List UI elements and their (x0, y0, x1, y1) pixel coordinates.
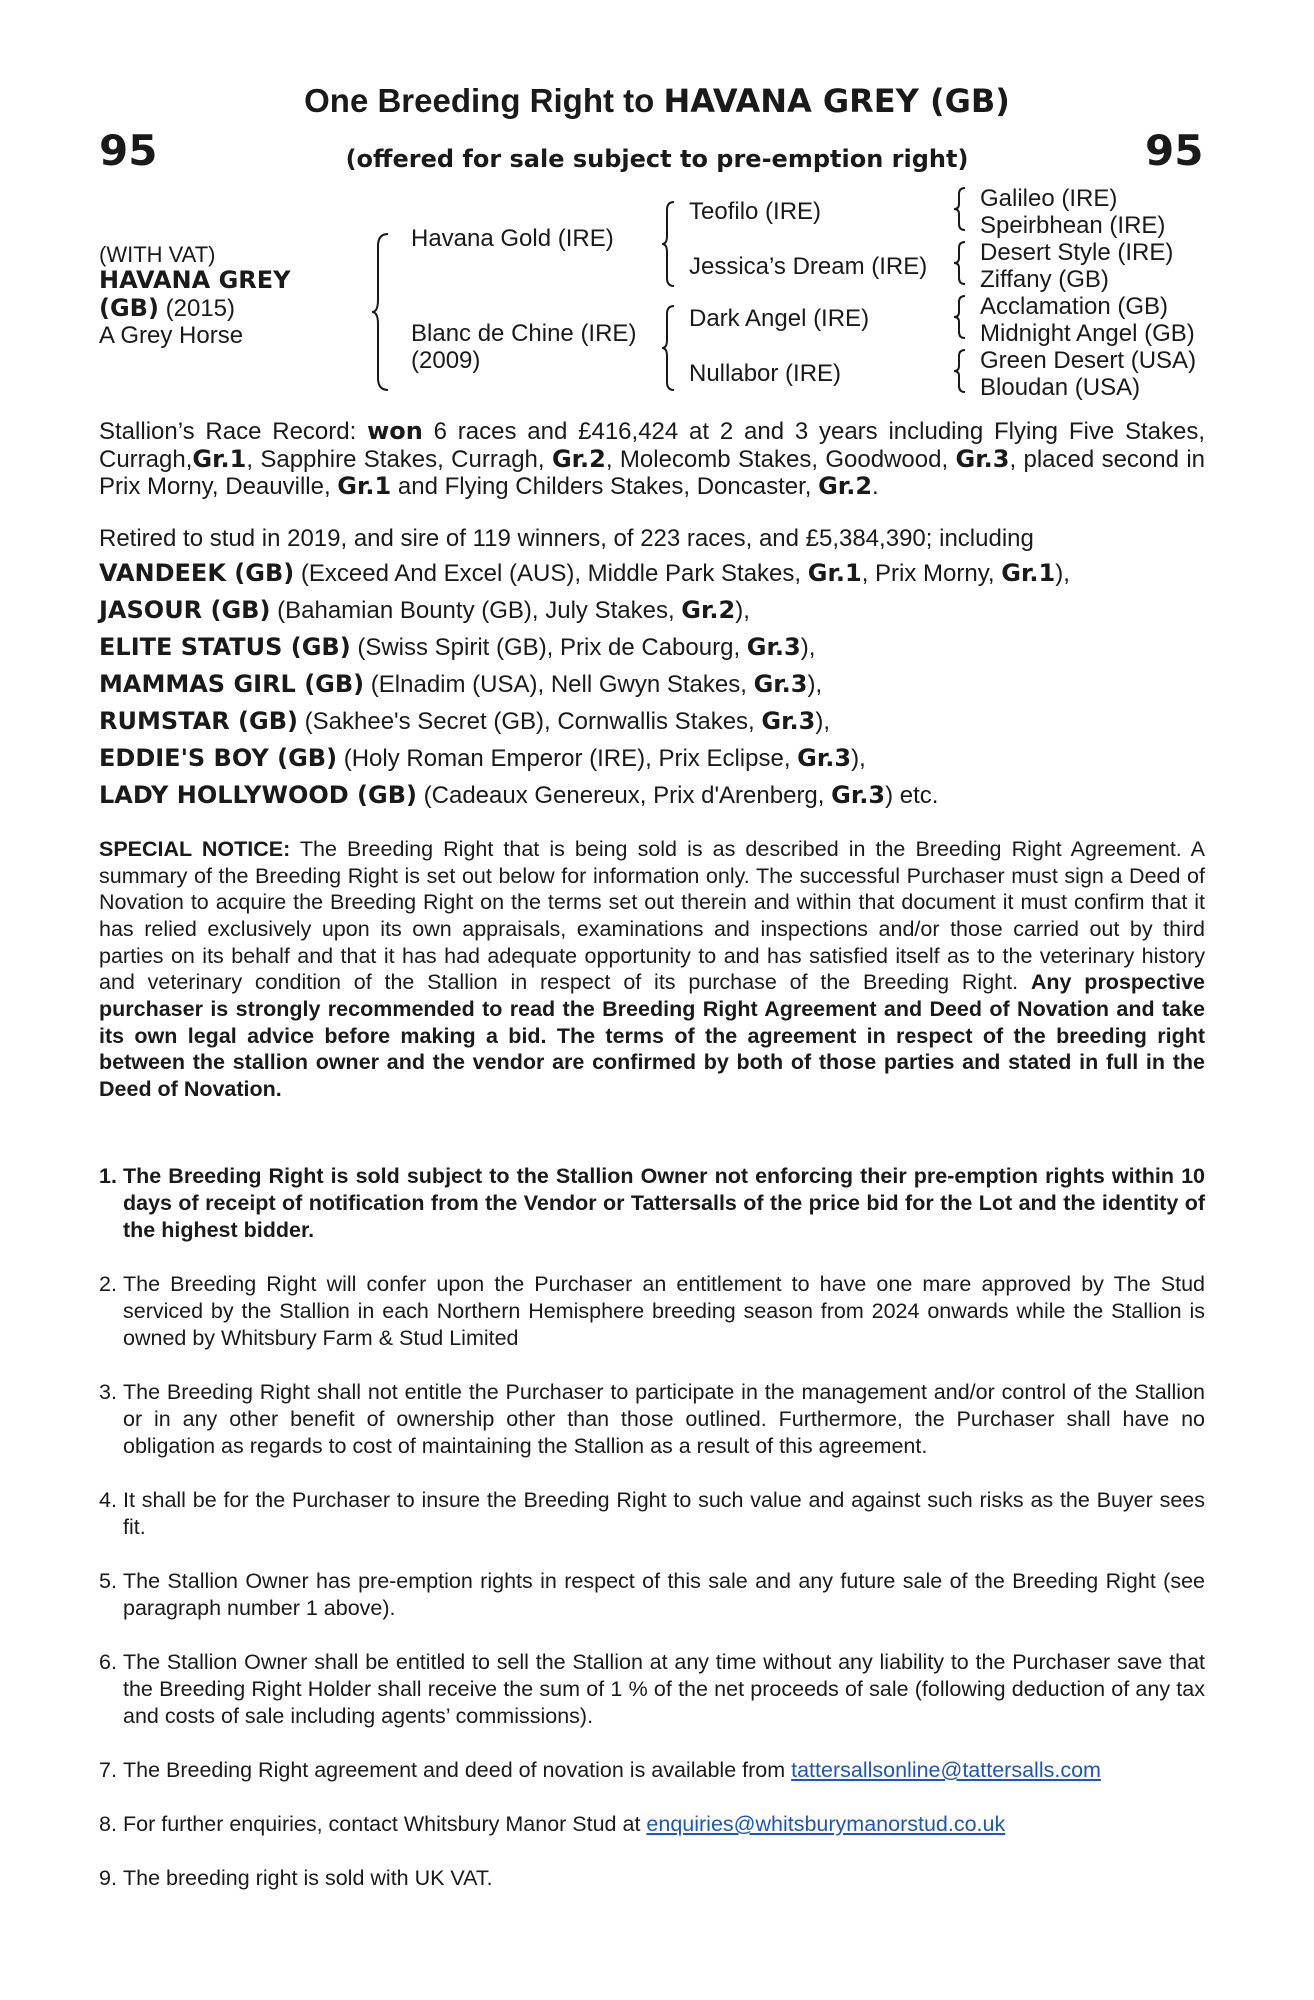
race-record-text: , placed second in Prix Morny, Deauville, (99, 445, 1206, 501)
term-body (123, 1568, 1205, 1622)
term-number: 2. (99, 1272, 117, 1296)
pedigree-gen2-item: Nullabor (IRE) (689, 360, 842, 387)
term-text: The Breeding Right is sold subject to the Stallion Owner not enforcing their pre-emption rights within 10 days of receipt of notification from the Vendor or Tattersalls of the price bid for the Lot and the identity of the highest bidder. (123, 1164, 1205, 1243)
term-item (99, 1757, 1205, 1784)
winner-detail: ), (1055, 560, 1070, 587)
grade-label: Gr.1 (192, 444, 247, 473)
lot-title (0, 82, 1314, 120)
term-text: The Breeding Right shall not entitle the Purchaser to participate in the management and/or control of the Stallion or in any other benefit of ownership other than those outlined. Furthermore, the Purchaser shall have no obligation as regards to cost of maintaining the Stallion as a result of this agreement. (123, 1380, 1205, 1459)
winner-detail: , Prix Morny, (861, 560, 1002, 587)
horse-name: HAVANA GREY (99, 266, 291, 294)
lot-number-left: 95 (99, 126, 158, 175)
pedigree-sire: Havana Gold (IRE) (411, 225, 614, 252)
pedigree-gen3-item: Galileo (IRE) (980, 185, 1118, 212)
pedigree-gen3-item: Midnight Angel (GB) (980, 320, 1195, 347)
lot-subtitle: (offered for sale subject to pre-emption right) (345, 145, 969, 173)
email-link[interactable]: enquiries@whitsburymanorstud.co.uk (646, 1812, 1006, 1836)
term-number: 6. (99, 1650, 117, 1674)
winner-line (99, 777, 1205, 814)
term-item (99, 1811, 1205, 1838)
pedigree-brace-g3-1 (952, 186, 972, 232)
term-item (99, 1379, 1205, 1460)
pedigree-gen3-item: Desert Style (IRE) (980, 239, 1174, 266)
stud-intro: Retired to stud in 2019, and sire of 119 winners, of 223 races, and £5,384,390; including (99, 525, 1034, 552)
term-number: 7. (99, 1758, 117, 1782)
term-item (99, 1649, 1205, 1730)
winner-line (99, 666, 1205, 703)
winner-name: EDDIE'S BOY (GB) (99, 744, 338, 772)
horse-country: (GB) (99, 294, 159, 322)
winner-name: RUMSTAR (GB) (99, 707, 298, 735)
winner-detail: (Swiss Spirit (GB), Prix de Cabourg, (350, 634, 747, 661)
term-body (123, 1811, 1205, 1838)
term-body (123, 1649, 1205, 1730)
winner-detail: ), (807, 671, 823, 698)
winner-line (99, 703, 1205, 740)
winner-detail: ) etc. (885, 782, 939, 809)
grade-label: Gr.2 (818, 472, 873, 501)
pedigree-brace-main (370, 232, 400, 392)
grade-label: Gr.3 (955, 444, 1010, 473)
grade-label: Gr.1 (337, 472, 392, 501)
term-number: 4. (99, 1488, 117, 1512)
winner-detail: ), (800, 634, 816, 661)
grade-label: Gr.2 (551, 444, 606, 473)
winner-detail: ), (815, 708, 830, 735)
winner-name: JASOUR (GB) (99, 596, 271, 624)
pedigree-gen3-item: Green Desert (USA) (980, 347, 1197, 374)
winners-list (99, 555, 1205, 814)
term-number: 8. (99, 1812, 117, 1836)
term-item (99, 1271, 1205, 1352)
winner-line (99, 592, 1205, 629)
grade-label: Gr.3 (753, 670, 808, 698)
pedigree-brace-sire (660, 200, 682, 288)
special-notice (99, 836, 1205, 1103)
term-item (99, 1865, 1205, 1892)
winner-detail: (Elnadim (USA), Nell Gwyn Stakes, (364, 671, 754, 698)
email-link[interactable]: tattersallsonline@tattersalls.com (791, 1758, 1101, 1782)
winner-detail: (Cadeaux Genereux, Prix d'Arenberg, (416, 782, 832, 809)
horse-description: A Grey Horse (99, 322, 244, 349)
race-record-text: , Molecomb Stakes, Goodwood, (605, 445, 949, 473)
race-record-label: Stallion’s Race Record: (99, 418, 357, 445)
title-prefix: One Breeding Right to (304, 82, 655, 119)
winner-detail: (Sakhee's Secret (GB), Cornwallis Stakes, (297, 708, 762, 735)
term-text: The Stallion Owner shall be entitled to sell the Stallion at any time without any liability to the Purchaser save that the Breeding Right Holder shall receive the sum of 1 % of the net proceeds of sale (following deduction of any tax and costs of sale including agents’ commissions). (123, 1650, 1205, 1729)
pedigree-gen2-item: Jessica’s Dream (IRE) (689, 253, 928, 280)
term-body (123, 1757, 1205, 1784)
special-notice-text: The Breeding Right that is being sold is as described in the Breeding Right Agreement. A summary of the Breeding Right is set out below for information only. The successful Purchaser must sign a Deed of Novation to acquire the Breeding Right on the terms set out therein and within that document it must confirm that it has relied exclusively upon its own appraisals, examinations and inspections and/or those carried out by third parties on its behalf and that it has had adequate opportunity to and has satisfied itself as to the veterinary history and veterinary condition of the Stallion in respect of its purchase of the Breeding Right. (99, 837, 1205, 995)
winner-name: ELITE STATUS (GB) (99, 633, 351, 661)
term-item (99, 1568, 1205, 1622)
pedigree-dam: Blanc de Chine (IRE) (411, 320, 637, 347)
race-record-won: won (367, 417, 423, 445)
vat-note: (WITH VAT) (99, 242, 216, 267)
winner-detail: ), (851, 745, 866, 772)
winner-name: VANDEEK (GB) (99, 559, 295, 587)
race-record-text: and Flying Childers Stakes, Doncaster, (397, 473, 812, 501)
winner-line (99, 555, 1205, 592)
pedigree-gen2-item: Teofilo (IRE) (689, 198, 822, 225)
horse-name-line2 (99, 294, 235, 323)
race-record-text: , Sapphire Stakes, Curragh, (246, 445, 545, 473)
race-record-text: . (872, 473, 879, 501)
pedigree-dam-year: (2009) (411, 347, 481, 374)
winner-detail: (Holy Roman Emperor (IRE), Prix Eclipse, (337, 745, 798, 772)
term-number: 9. (99, 1866, 117, 1890)
term-body (123, 1865, 1205, 1892)
winner-name: MAMMAS GIRL (GB) (99, 670, 365, 698)
grade-label: Gr.3 (761, 707, 816, 735)
term-number: 5. (99, 1569, 117, 1593)
winner-line (99, 740, 1205, 777)
pedigree-gen3-item: Speirbhean (IRE) (980, 212, 1166, 239)
term-body (123, 1379, 1205, 1460)
special-notice-label: SPECIAL NOTICE: (99, 837, 291, 861)
race-record-text: 6 races and £416,424 at 2 and 3 years including Flying Five Stakes, Curragh, (99, 418, 1206, 473)
term-text: For further enquiries, contact Whitsbury Manor Stud at (123, 1812, 641, 1836)
grade-label: Gr.3 (746, 633, 801, 661)
term-body (123, 1487, 1205, 1541)
term-text: The Breeding Right agreement and deed of novation is available from (123, 1758, 786, 1782)
term-number: 3. (99, 1380, 117, 1404)
pedigree-brace-g3-3 (952, 294, 972, 340)
term-text: It shall be for the Purchaser to insure the Breeding Right to such value and against such risks as the Buyer sees fit. (123, 1488, 1205, 1540)
term-text: The Breeding Right will confer upon the Purchaser an entitlement to have one mare approved by The Stud serviced by the Stallion in each Northern Hemisphere breeding season from 2024 onwards while the Stallion is owned by Whitsbury Farm & Stud Limited (123, 1272, 1205, 1351)
title-horse-name: HAVANA GREY (GB) (663, 82, 1010, 120)
winner-line (99, 629, 1205, 666)
pedigree-gen3-item: Ziffany (GB) (980, 266, 1109, 293)
pedigree-brace-g3-2 (952, 240, 972, 286)
grade-label: Gr.3 (797, 744, 852, 772)
pedigree-gen3-item: Bloudan (USA) (980, 374, 1141, 401)
pedigree-gen2-item: Dark Angel (IRE) (689, 305, 870, 332)
term-text: The Stallion Owner has pre-emption rights in respect of this sale and any future sale of the Breeding Right (see paragraph number 1 above). (123, 1569, 1205, 1621)
winner-detail: (Bahamian Bounty (GB), July Stakes, (270, 597, 682, 624)
grade-label: Gr.1 (807, 559, 862, 587)
grade-label: Gr.1 (1001, 559, 1056, 587)
term-item (99, 1163, 1205, 1244)
pedigree-brace-dam (660, 304, 682, 392)
race-record (99, 418, 1205, 501)
winner-detail: (Exceed And Excel (AUS), Middle Park Stakes, (294, 560, 808, 587)
term-body (123, 1271, 1205, 1352)
special-notice-bold-text: Any prospective purchaser is strongly recommended to read the Breeding Right Agreement and Deed of Novation and take its own legal advice before making a bid. The terms of the agreement in respect of the breeding right between the stallion owner and the vendor are confirmed by both of those parties and stated in full in the Deed of Novation. (99, 970, 1205, 1101)
winner-name: LADY HOLLYWOOD (GB) (99, 781, 417, 809)
winner-detail: ), (735, 597, 750, 624)
term-body (123, 1163, 1205, 1244)
term-text: The breeding right is sold with UK VAT. (123, 1866, 493, 1890)
term-number: 1. (99, 1164, 117, 1188)
term-item (99, 1487, 1205, 1541)
pedigree-brace-g3-4 (952, 348, 972, 394)
horse-year: (2015) (165, 295, 235, 322)
lot-number-right: 95 (1145, 126, 1204, 175)
pedigree-gen3-item: Acclamation (GB) (980, 293, 1169, 320)
grade-label: Gr.3 (831, 781, 886, 809)
grade-label: Gr.2 (681, 596, 736, 624)
